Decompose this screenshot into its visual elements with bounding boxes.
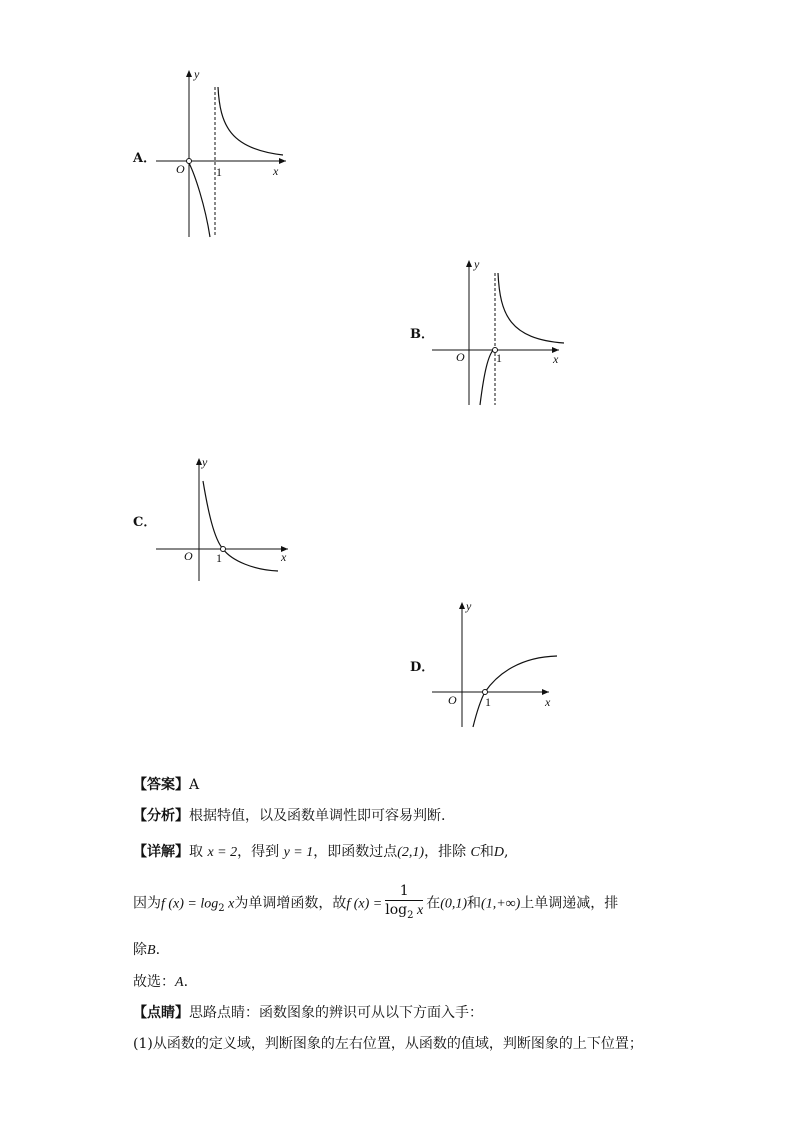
tip-tag: 【点睛】 bbox=[133, 1005, 189, 1021]
detail-text: 和 bbox=[479, 844, 494, 860]
y-axis-arrow bbox=[186, 70, 192, 77]
math-expr: f (x) = log bbox=[161, 896, 219, 912]
detail-text: , bbox=[504, 844, 509, 860]
analysis-text: 根据特值，以及函数单调性即可容易判断. bbox=[189, 808, 446, 824]
x-axis-arrow bbox=[279, 158, 286, 164]
math-expr: x = 2 bbox=[207, 845, 238, 860]
math-expr: (0,1) bbox=[440, 896, 468, 912]
reasoning-line bbox=[133, 882, 618, 925]
exclude-text: 除 bbox=[133, 942, 147, 958]
tip-item-text: (1)从函数的定义域，判断图象的左右位置，从函数的值域，判断图象的上下位置； bbox=[133, 1036, 643, 1052]
choice-text: 故选： bbox=[133, 974, 175, 990]
curve-left-branch bbox=[189, 163, 210, 237]
math-expr: A bbox=[175, 975, 184, 990]
math-expr: (2,1) bbox=[397, 845, 425, 860]
tip-item-1 bbox=[133, 1034, 643, 1054]
tick-one-label: 1 bbox=[216, 551, 222, 565]
exclude-line bbox=[133, 940, 160, 961]
math-subscript: 2 bbox=[407, 909, 414, 921]
detail-tag: 【详解】 bbox=[133, 844, 189, 860]
detail-line bbox=[133, 842, 508, 863]
reasoning-text: 因为 bbox=[133, 895, 161, 912]
detail-text: ，得到 bbox=[237, 844, 280, 860]
hollow-point bbox=[483, 690, 488, 695]
detail-text: 取 bbox=[189, 844, 203, 860]
option-a-graph bbox=[150, 65, 300, 245]
exclude-text: . bbox=[155, 942, 161, 958]
origin-label: O bbox=[184, 549, 193, 563]
curve-right-branch bbox=[218, 87, 283, 155]
reasoning-text: 和 bbox=[467, 895, 482, 912]
fraction-denominator bbox=[385, 901, 423, 925]
answer-line bbox=[133, 775, 199, 795]
reasoning-text: 为单调增函数，故 bbox=[234, 895, 347, 912]
math-expr: f (x) = bbox=[346, 896, 383, 912]
fraction-numerator: 1 bbox=[385, 882, 423, 901]
analysis-tag: 【分析】 bbox=[133, 808, 189, 824]
x-axis-label: x bbox=[545, 695, 551, 709]
tip-text: 思路点睛：函数图象的辨识可从以下方面入手： bbox=[189, 1005, 483, 1021]
reasoning-text: 在 bbox=[426, 895, 441, 912]
option-b-graph bbox=[426, 255, 576, 415]
option-d-label: D． bbox=[410, 660, 435, 675]
curve-left-branch bbox=[480, 349, 494, 405]
detail-text: ，即函数过点 bbox=[313, 844, 398, 860]
option-c-graph bbox=[150, 453, 300, 593]
math-expr: B bbox=[147, 943, 156, 958]
x-axis-label: x bbox=[553, 352, 559, 366]
decreasing-curve bbox=[203, 481, 278, 571]
y-axis-label: y bbox=[474, 257, 480, 271]
answer-text: A bbox=[189, 777, 200, 793]
option-d-graph bbox=[426, 597, 576, 737]
option-b-label: B． bbox=[410, 327, 434, 342]
math-expr: x bbox=[224, 896, 235, 912]
y-axis-label: y bbox=[202, 455, 208, 469]
y-axis-arrow bbox=[466, 260, 472, 267]
math-expr: x bbox=[413, 903, 424, 918]
math-expr: y = 1 bbox=[283, 845, 314, 860]
origin-label: O bbox=[176, 162, 185, 176]
math-expr: D bbox=[493, 845, 504, 860]
origin-label: O bbox=[448, 693, 457, 707]
math-expr: log bbox=[385, 902, 408, 918]
choice-text: . bbox=[183, 974, 189, 990]
hollow-point bbox=[187, 159, 192, 164]
x-axis-label: x bbox=[273, 164, 279, 178]
y-axis-label: y bbox=[194, 67, 200, 81]
fraction bbox=[385, 882, 423, 925]
analysis-line bbox=[133, 806, 445, 826]
math-expr: (1,+∞) bbox=[481, 896, 521, 912]
y-axis-label: y bbox=[466, 599, 472, 613]
detail-text: ，排除 bbox=[424, 844, 467, 860]
curve-right-branch bbox=[498, 273, 564, 343]
option-c-label: C． bbox=[133, 515, 157, 530]
tick-one-label: 1 bbox=[216, 165, 222, 179]
answer-tag: 【答案】 bbox=[133, 777, 189, 793]
x-axis-label: x bbox=[281, 550, 287, 564]
reasoning-text: 上单调递减，排 bbox=[520, 895, 619, 912]
math-expr: C bbox=[470, 845, 480, 860]
tick-one-label: 1 bbox=[496, 351, 502, 365]
tip-line bbox=[133, 1003, 483, 1023]
tick-one-label: 1 bbox=[485, 695, 491, 709]
origin-label: O bbox=[456, 350, 465, 364]
option-a-label: A． bbox=[133, 151, 157, 166]
math-subscript: 2 bbox=[218, 903, 225, 915]
y-axis-arrow bbox=[459, 602, 465, 609]
choice-line bbox=[133, 972, 188, 993]
